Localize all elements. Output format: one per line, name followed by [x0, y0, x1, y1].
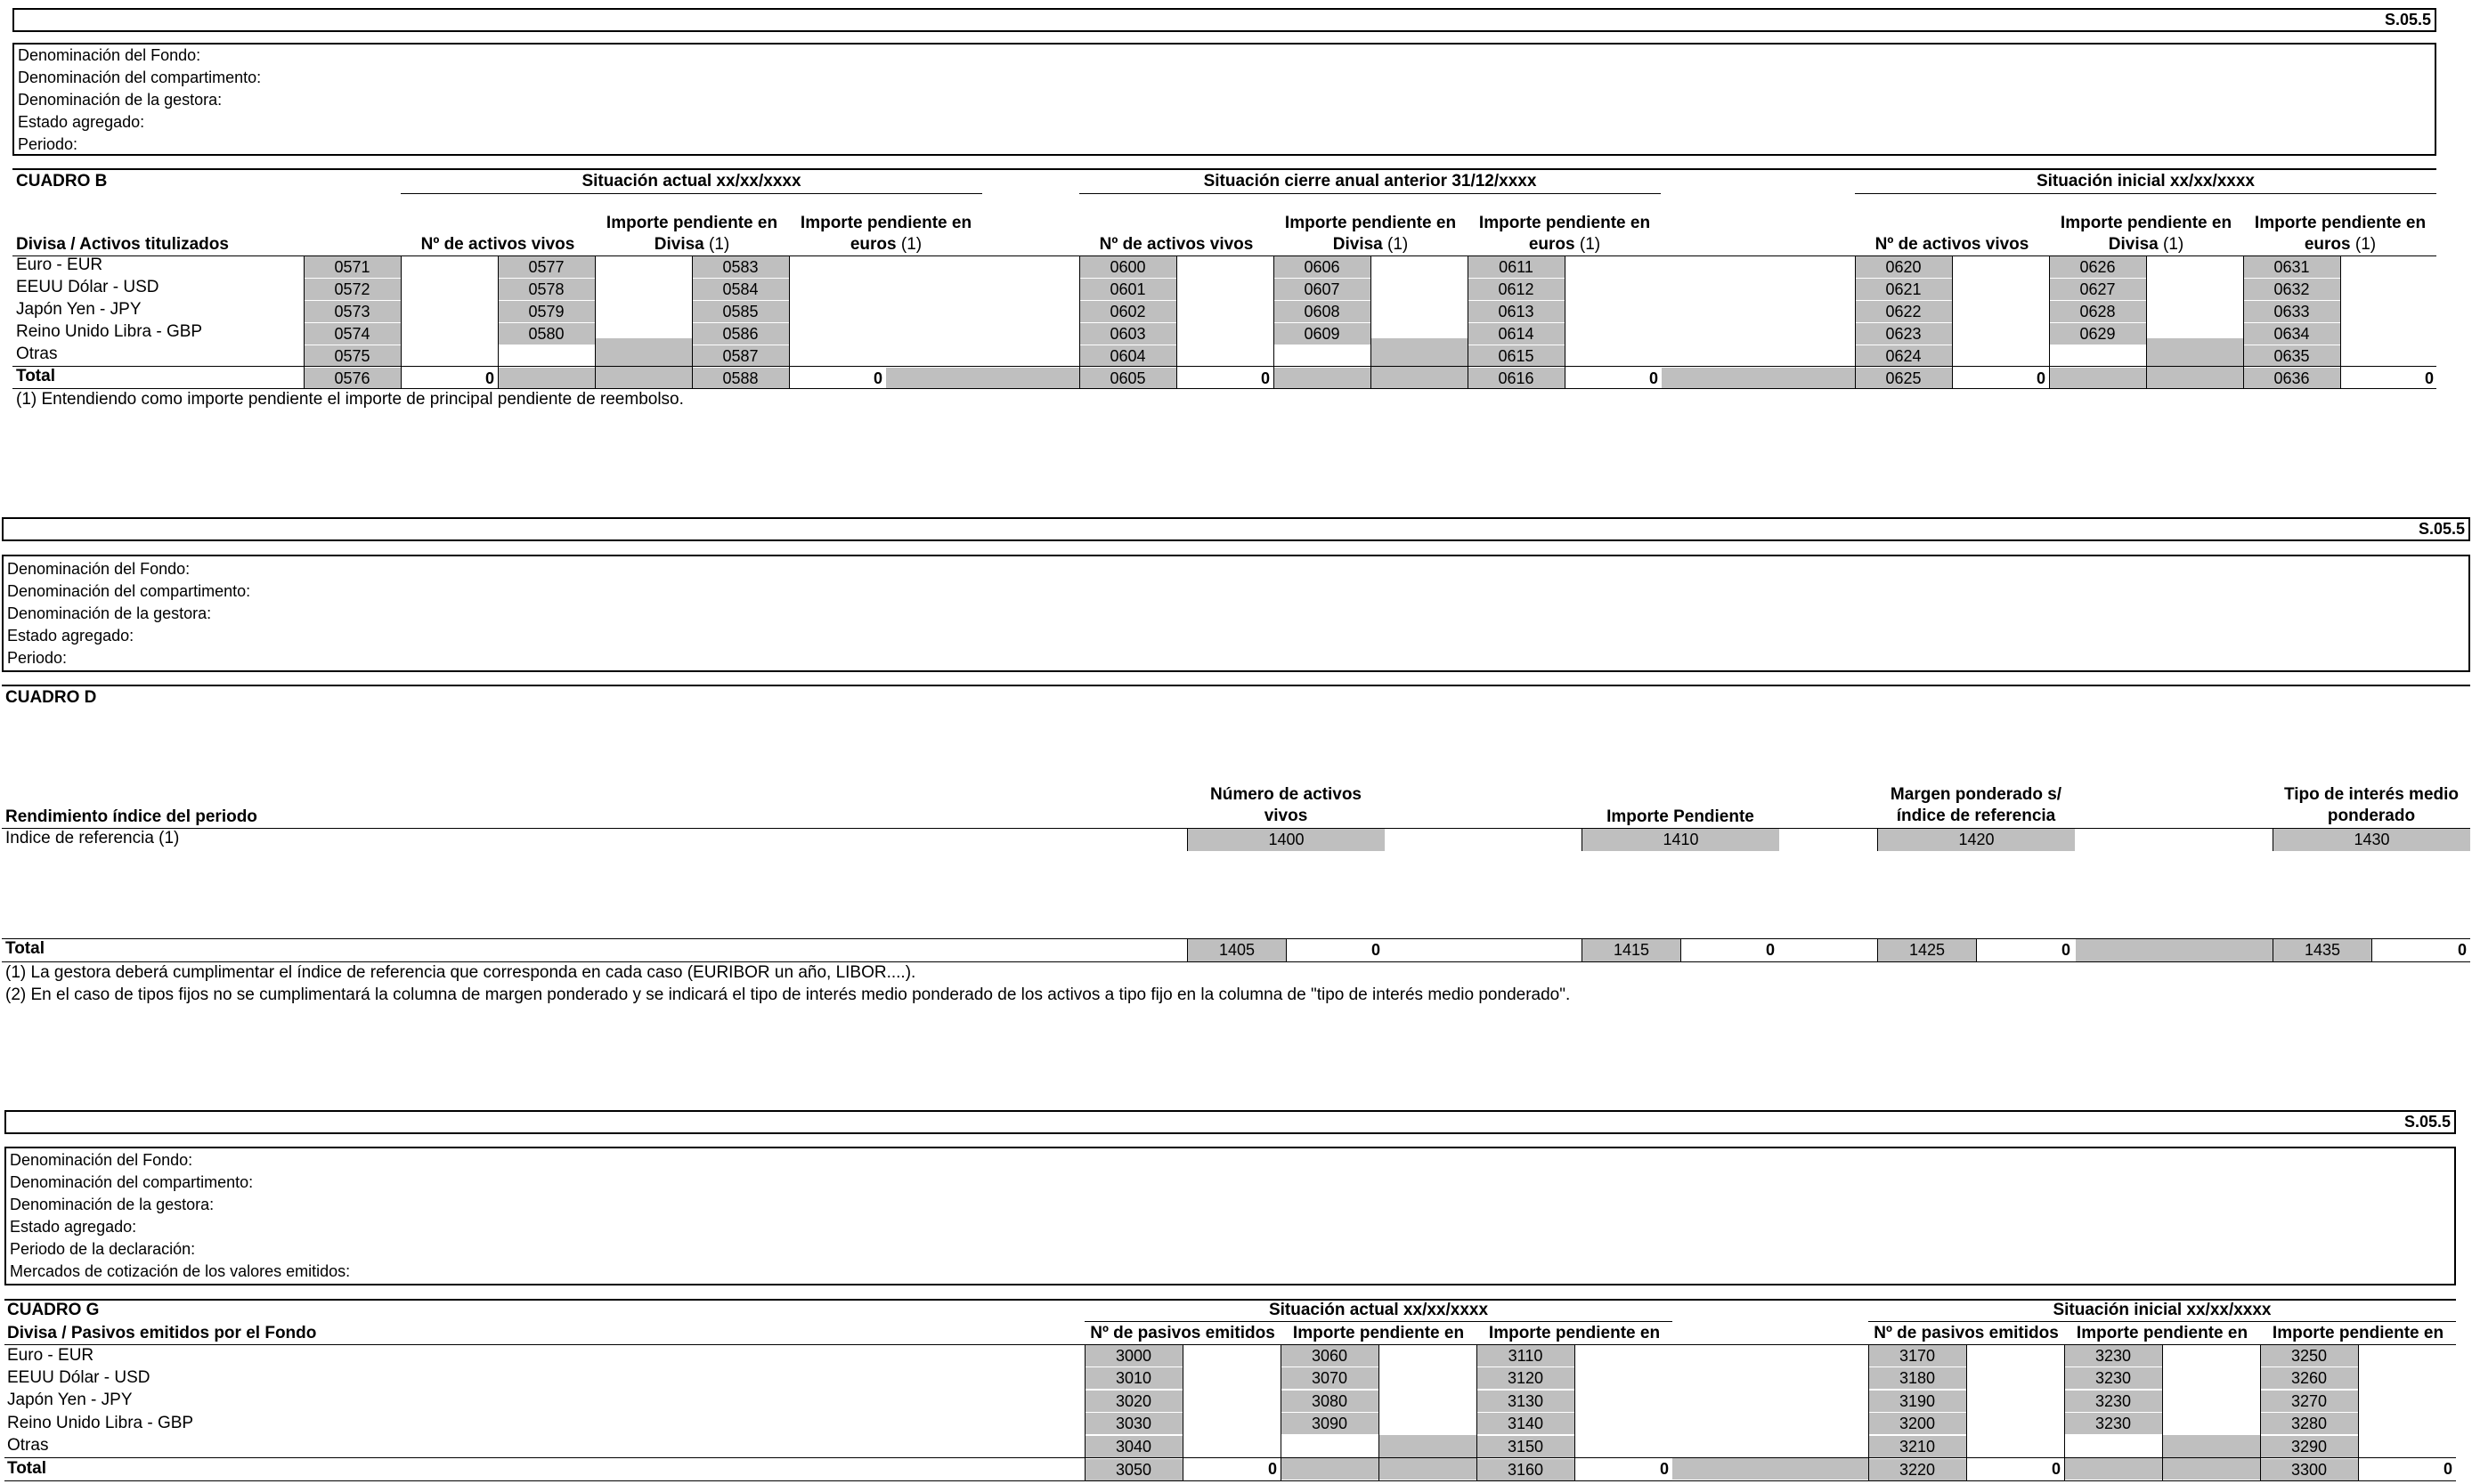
code-cell: 0609: [1273, 323, 1370, 345]
total-rule: [12, 366, 2436, 367]
total-value: 0: [1765, 941, 1775, 959]
shaded-cell: [2064, 1458, 2162, 1480]
code-cell: 0625: [1855, 368, 1952, 389]
total-value: 0: [2457, 941, 2467, 959]
code-cell: 0585: [692, 301, 789, 322]
cell-border: [1574, 1344, 1575, 1480]
col-header: Importe pendiente en: [1488, 1324, 1661, 1342]
row-label: EEUU Dólar - USD: [7, 1368, 150, 1387]
info-line: Denominación del compartimento:: [10, 1173, 254, 1191]
code-cell: 3210: [1868, 1436, 1966, 1457]
code-cell: 3200: [1868, 1413, 1966, 1434]
group-underline: [1868, 1321, 2456, 1322]
total-rule: [4, 1457, 2456, 1458]
code-cell: 3150: [1476, 1436, 1574, 1457]
col-header: Importe pendiente en: [2076, 1324, 2248, 1342]
fund-info-box: [12, 43, 2436, 156]
col-header-divisa: Importe pendiente en Divisa (1): [606, 214, 778, 254]
footnote: (2) En el caso de tipos fijos no se cumplimentará la columna de margen ponderado y se indicará el tipo de interés medio ponderado de los activos a tipo fijo en la columna de "tipo de interés medio ponderado".: [5, 985, 1571, 1004]
code-cell: 0583: [692, 256, 789, 278]
code-cell: 0631: [2243, 256, 2340, 278]
total-value: 0: [1648, 369, 1658, 387]
code-cell: 1425: [1878, 939, 1976, 961]
divider: [2, 685, 2470, 686]
code-cell: 0623: [1855, 323, 1952, 345]
table-title: CUADRO B: [16, 172, 108, 191]
code-cell: 0636: [2243, 368, 2340, 389]
group-header: Situación actual xx/xx/xxxx: [1268, 1301, 1489, 1319]
info-line: Denominación de la gestora:: [18, 91, 223, 109]
code-cell: 3300: [2260, 1459, 2358, 1480]
cell-border: [401, 255, 402, 389]
code-cell: 1435: [2273, 939, 2371, 961]
total-value: 0: [2424, 369, 2434, 387]
code-cell: 3110: [1476, 1345, 1574, 1366]
group-header: Situación inicial xx/xx/xxxx: [2053, 1301, 2272, 1319]
group-header: Situación inicial xx/xx/xxxx: [2036, 172, 2255, 191]
code-cell: 0613: [1468, 301, 1565, 322]
cell-border: [1952, 255, 1953, 389]
code-cell: 0588: [692, 368, 789, 389]
col-header: Margen ponderado s/ índice de referencia: [1890, 785, 2062, 825]
code-cell: 3130: [1476, 1391, 1574, 1412]
cell-border: [1966, 1344, 1967, 1480]
total-value: 0: [2061, 941, 2070, 959]
total-value: 0: [2443, 1460, 2452, 1478]
row-header: Divisa / Pasivos emitidos por el Fondo: [7, 1324, 317, 1342]
info-line: Mercados de cotización de los valores emitidos:: [10, 1262, 351, 1280]
total-value: 0: [1267, 1460, 1277, 1478]
cell-border: [1855, 255, 1856, 389]
cell-border: [1378, 1344, 1379, 1480]
shaded-cell: [2049, 368, 2146, 389]
code-cell: 3140: [1476, 1413, 1574, 1434]
code-cell: 3190: [1868, 1391, 1966, 1412]
code-cell: 0635: [2243, 345, 2340, 367]
col-header-vivos: Nº de activos vivos: [1099, 235, 1254, 254]
info-line: Periodo de la declaración:: [10, 1240, 196, 1258]
shaded-cell: [1370, 368, 1468, 389]
info-line: Estado agregado:: [7, 627, 134, 645]
cell-border: [1370, 255, 1371, 389]
code-cell: 0587: [692, 345, 789, 367]
code-cell: 0622: [1855, 301, 1952, 322]
col-header: Importe pendiente en: [1292, 1324, 1465, 1342]
code-cell: 3040: [1085, 1436, 1183, 1457]
code-cell: 3020: [1085, 1391, 1183, 1412]
group-underline: [1079, 193, 1661, 194]
total-value: 0: [1260, 369, 1270, 387]
footnote: (1) La gestora deberá cumplimentar el índice de referencia que corresponda en cada caso (EURIBOR un año, LIBOR....).: [5, 963, 916, 982]
code-cell: 3270: [2260, 1391, 2358, 1412]
cell-border: [2146, 255, 2147, 389]
cell-border: [2358, 1344, 2359, 1480]
shaded-cell: [595, 368, 692, 389]
shaded-cell: [2076, 939, 2273, 961]
shaded-cell: [1672, 1458, 1868, 1480]
info-line: Denominación de la gestora:: [7, 604, 212, 622]
code-cell: 0615: [1468, 345, 1565, 367]
code-cell: 0601: [1079, 279, 1176, 300]
code-cell: 3090: [1281, 1413, 1378, 1434]
code-cell: 0633: [2243, 301, 2340, 322]
code-cell: 1420: [1878, 829, 2075, 851]
code-cell: 0612: [1468, 279, 1565, 300]
fund-info-box: [2, 555, 2470, 672]
form-code-bar: [2, 517, 2470, 541]
form-code: S.05.5: [2384, 11, 2431, 28]
total-value: 0: [873, 369, 882, 387]
group-underline: [1085, 1321, 1672, 1322]
col-header-euros: Importe pendiente en euros (1): [1478, 214, 1651, 254]
code-cell: 0611: [1468, 256, 1565, 278]
code-cell: 0614: [1468, 323, 1565, 345]
code-cell: 0576: [304, 368, 401, 389]
code-cell: 3220: [1868, 1459, 1966, 1480]
code-cell: 0580: [498, 323, 595, 345]
code-cell: 3070: [1281, 1367, 1378, 1389]
code-cell: 0632: [2243, 279, 2340, 300]
shaded-cell: [498, 368, 595, 389]
code-cell: 0627: [2049, 279, 2146, 300]
cell-border: [692, 255, 693, 389]
group-underline: [401, 193, 982, 194]
cell-border: [2260, 1344, 2261, 1480]
code-cell: 3000: [1085, 1345, 1183, 1366]
info-line: Estado agregado:: [10, 1218, 137, 1236]
code-cell: 0634: [2243, 323, 2340, 345]
code-cell: 1410: [1582, 829, 1779, 851]
code-cell: 3230: [2064, 1367, 2162, 1389]
col-header-vivos: Nº de activos vivos: [1874, 235, 2029, 254]
code-cell: 3290: [2260, 1436, 2358, 1457]
info-line: Denominación del compartimento:: [18, 69, 262, 86]
row-label: Japón Yen - JPY: [7, 1391, 133, 1409]
code-cell: 0626: [2049, 256, 2146, 278]
cell-border: [498, 255, 499, 389]
col-header: Número de activos vivos: [1210, 785, 1362, 825]
code-cell: 0574: [304, 323, 401, 345]
code-cell: 0584: [692, 279, 789, 300]
table-title: CUADRO D: [5, 688, 97, 707]
col-header-euros: Importe pendiente en euros (1): [800, 214, 972, 254]
row-label: Indice de referencia (1): [5, 829, 180, 847]
table-title: CUADRO G: [7, 1301, 100, 1319]
code-cell: 0575: [304, 345, 401, 367]
cell-border: [304, 255, 305, 389]
code-cell: 3030: [1085, 1413, 1183, 1434]
row-label: Otras: [7, 1436, 49, 1455]
divider: [12, 168, 2436, 170]
row-label: Japón Yen - JPY: [16, 300, 142, 319]
shaded-cell: [1662, 368, 1855, 389]
code-cell: 0586: [692, 323, 789, 345]
info-line: Denominación del Fondo:: [18, 46, 201, 64]
code-cell: 1415: [1582, 939, 1680, 961]
code-cell: 0577: [498, 256, 595, 278]
shaded-cell: [1378, 1458, 1476, 1480]
code-cell: 0578: [498, 279, 595, 300]
total-value: 0: [1659, 1460, 1669, 1478]
row-label: Reino Unido Libra - GBP: [16, 322, 203, 341]
info-line: Denominación del Fondo:: [10, 1151, 193, 1169]
code-cell: 3120: [1476, 1367, 1574, 1389]
cell-border: [1085, 1344, 1086, 1480]
code-cell: 0607: [1273, 279, 1370, 300]
code-cell: 3260: [2260, 1367, 2358, 1389]
row-label: Euro - EUR: [16, 255, 103, 274]
total-value: 0: [1370, 941, 1380, 959]
code-cell: 0602: [1079, 301, 1176, 322]
group-underline: [1855, 193, 2436, 194]
code-cell: 0608: [1273, 301, 1370, 322]
shaded-cell: [1273, 368, 1370, 389]
code-cell: 0621: [1855, 279, 1952, 300]
info-line: Periodo:: [18, 135, 78, 153]
col-header-vivos: Nº de activos vivos: [420, 235, 575, 254]
cell-border: [1079, 255, 1080, 389]
col-header-divisa: Importe pendiente en Divisa (1): [2060, 214, 2232, 254]
group-header: Situación cierre anual anterior 31/12/xxxx: [1203, 172, 1537, 191]
cell-border: [2162, 1344, 2163, 1480]
shaded-cell: [595, 338, 692, 368]
shaded-cell: [1370, 338, 1468, 368]
code-cell: 0616: [1468, 368, 1565, 389]
cell-border: [2064, 1344, 2065, 1480]
bottom-rule: [4, 1480, 2456, 1481]
info-line: Denominación del Fondo:: [7, 560, 191, 578]
row-header: Divisa / Activos titulizados: [16, 235, 229, 254]
fund-info-box: [4, 1147, 2456, 1285]
cell-border: [789, 255, 790, 389]
form-code-bar: [12, 8, 2436, 32]
code-cell: 3250: [2260, 1345, 2358, 1366]
code-cell: 3160: [1476, 1459, 1574, 1480]
col-header: Importe Pendiente: [1606, 807, 1754, 826]
code-cell: 0629: [2049, 323, 2146, 345]
cell-border: [1476, 1344, 1477, 1480]
code-cell: 0573: [304, 301, 401, 322]
form-code-bar: [4, 1110, 2456, 1134]
code-cell: 3230: [2064, 1345, 2162, 1366]
code-cell: 1430: [2273, 829, 2470, 851]
cell-border: [2340, 255, 2341, 389]
code-cell: 3010: [1085, 1367, 1183, 1389]
cell-border: [595, 255, 596, 389]
code-cell: 0579: [498, 301, 595, 322]
form-code: S.05.5: [2418, 520, 2465, 538]
row-label-total: Total: [5, 939, 45, 958]
info-line: Periodo:: [7, 649, 68, 667]
col-header-euros: Importe pendiente en euros (1): [2254, 214, 2427, 254]
code-cell: 0600: [1079, 256, 1176, 278]
info-line: Estado agregado:: [18, 113, 145, 131]
cell-border: [1273, 255, 1274, 389]
code-cell: 1405: [1188, 939, 1286, 961]
shaded-cell: [2146, 338, 2243, 368]
total-value: 0: [484, 369, 494, 387]
form-code: S.05.5: [2403, 1113, 2451, 1131]
group-header: Situación actual xx/xx/xxxx: [581, 172, 801, 191]
shaded-cell: [1281, 1458, 1378, 1480]
code-cell: 0606: [1273, 256, 1370, 278]
code-cell: 0628: [2049, 301, 2146, 322]
info-line: Denominación de la gestora:: [10, 1196, 215, 1213]
row-label-total: Total: [16, 367, 55, 385]
code-cell: 0605: [1079, 368, 1176, 389]
row-label: Euro - EUR: [7, 1346, 94, 1365]
col-header: Nº de pasivos emitidos: [1090, 1324, 1275, 1342]
col-header: Importe pendiente en: [2272, 1324, 2444, 1342]
code-cell: 3230: [2064, 1391, 2162, 1412]
info-line: Denominación del compartimento:: [7, 582, 251, 600]
cell-border: [1868, 1344, 1869, 1480]
code-cell: 1400: [1188, 829, 1385, 851]
code-cell: 0603: [1079, 323, 1176, 345]
code-cell: 3050: [1085, 1459, 1183, 1480]
row-label: EEUU Dólar - USD: [16, 278, 159, 296]
cell-border: [2243, 255, 2244, 389]
total-value: 0: [2036, 369, 2045, 387]
shaded-cell: [1378, 1435, 1476, 1457]
col-header: Tipo de interés medio ponderado: [2283, 785, 2460, 825]
row-label: Reino Unido Libra - GBP: [7, 1414, 194, 1432]
row-label-total: Total: [7, 1459, 46, 1478]
code-cell: 3060: [1281, 1345, 1378, 1366]
code-cell: 3180: [1868, 1367, 1966, 1389]
code-cell: 0624: [1855, 345, 1952, 367]
row-header: Rendimiento índice del periodo: [5, 807, 257, 826]
row-label: Otras: [16, 345, 58, 363]
col-header: Nº de pasivos emitidos: [1874, 1324, 2059, 1342]
code-cell: 0620: [1855, 256, 1952, 278]
footnote: (1) Entendiendo como importe pendiente el importe de principal pendiente de reembolso.: [16, 390, 684, 409]
code-cell: 0572: [304, 279, 401, 300]
shaded-cell: [2162, 1435, 2260, 1457]
cell-border: [1176, 255, 1177, 389]
code-cell: 0571: [304, 256, 401, 278]
code-cell: 3280: [2260, 1413, 2358, 1434]
total-value: 0: [2051, 1460, 2061, 1478]
code-cell: 0604: [1079, 345, 1176, 367]
shaded-cell: [2162, 1458, 2260, 1480]
shaded-cell: [2146, 368, 2243, 389]
code-cell: 3080: [1281, 1391, 1378, 1412]
cell-border: [2049, 255, 2050, 389]
shaded-cell: [886, 368, 1079, 389]
code-cell: 3170: [1868, 1345, 1966, 1366]
code-cell: 3230: [2064, 1413, 2162, 1434]
col-header-divisa: Importe pendiente en Divisa (1): [1284, 214, 1457, 254]
